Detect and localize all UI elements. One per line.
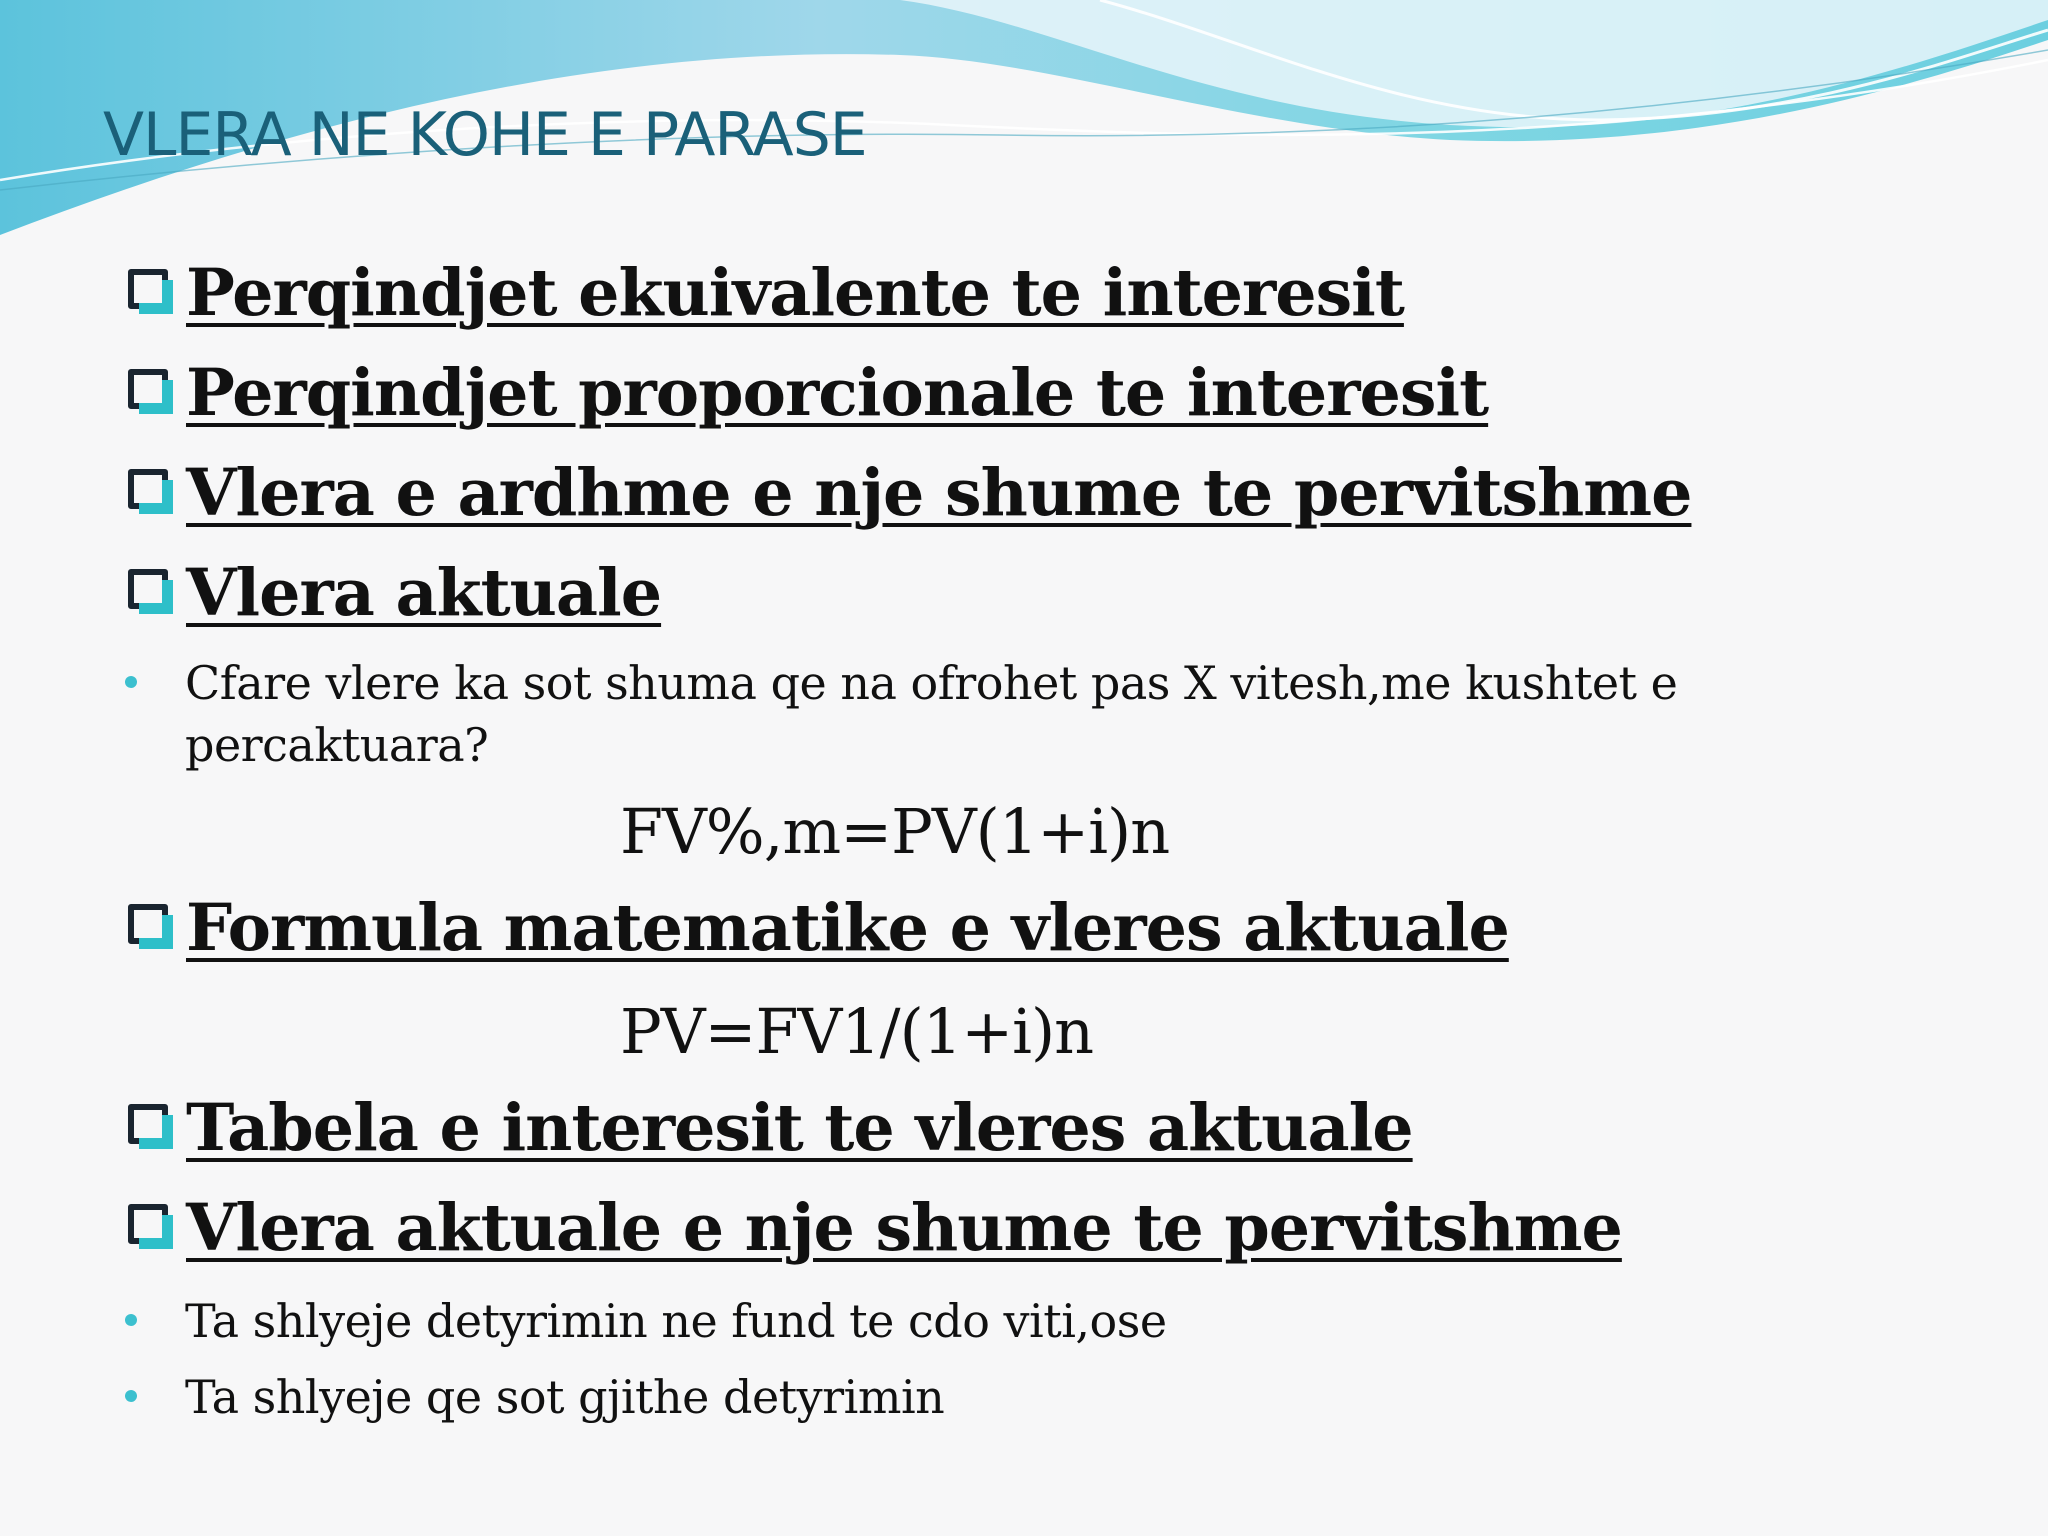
slide-title: VLERA NE KOHE E PARASE [103,100,867,170]
bullet-text: Ta shlyeje detyrimin ne fund te cdo viti,ose [185,1294,1167,1348]
checkbox-bullet-icon [128,469,168,509]
heading-text: Perqindjet ekuivalente te interesit [186,255,1404,331]
heading-text: Vlera aktuale [186,555,662,631]
heading-text: Vlera aktuale e nje shume te pervitshme [186,1190,1622,1266]
formula: PV=FV1/(1+i)n [620,995,1094,1068]
checkbox-bullet-icon [128,1204,168,1244]
bullet-text: Ta shlyeje qe sot gjithe detyrimin [185,1370,945,1424]
dot-bullet-icon [125,676,137,688]
bullet-text: Cfare vlere ka sot shuma qe na ofrohet pas X vitesh,me kushtet e percaktuara? [185,656,1678,772]
checkbox-bullet-icon [128,369,168,409]
checkbox-bullet-icon [128,1104,168,1144]
dot-bullet-icon [125,1390,137,1402]
heading-text: Tabela e interesit te vleres aktuale [186,1090,1413,1166]
checkbox-bullet-icon [128,904,168,944]
heading-text: Perqindjet proporcionale te interesit [186,355,1489,431]
checkbox-bullet-icon [128,269,168,309]
checkbox-bullet-icon [128,569,168,609]
formula: FV%,m=PV(1+i)n [620,795,1170,868]
heading-text: Vlera e ardhme e nje shume te pervitshme [186,455,1692,531]
heading-text: Formula matematike e vleres aktuale [186,890,1509,966]
dot-bullet-icon [125,1314,137,1326]
